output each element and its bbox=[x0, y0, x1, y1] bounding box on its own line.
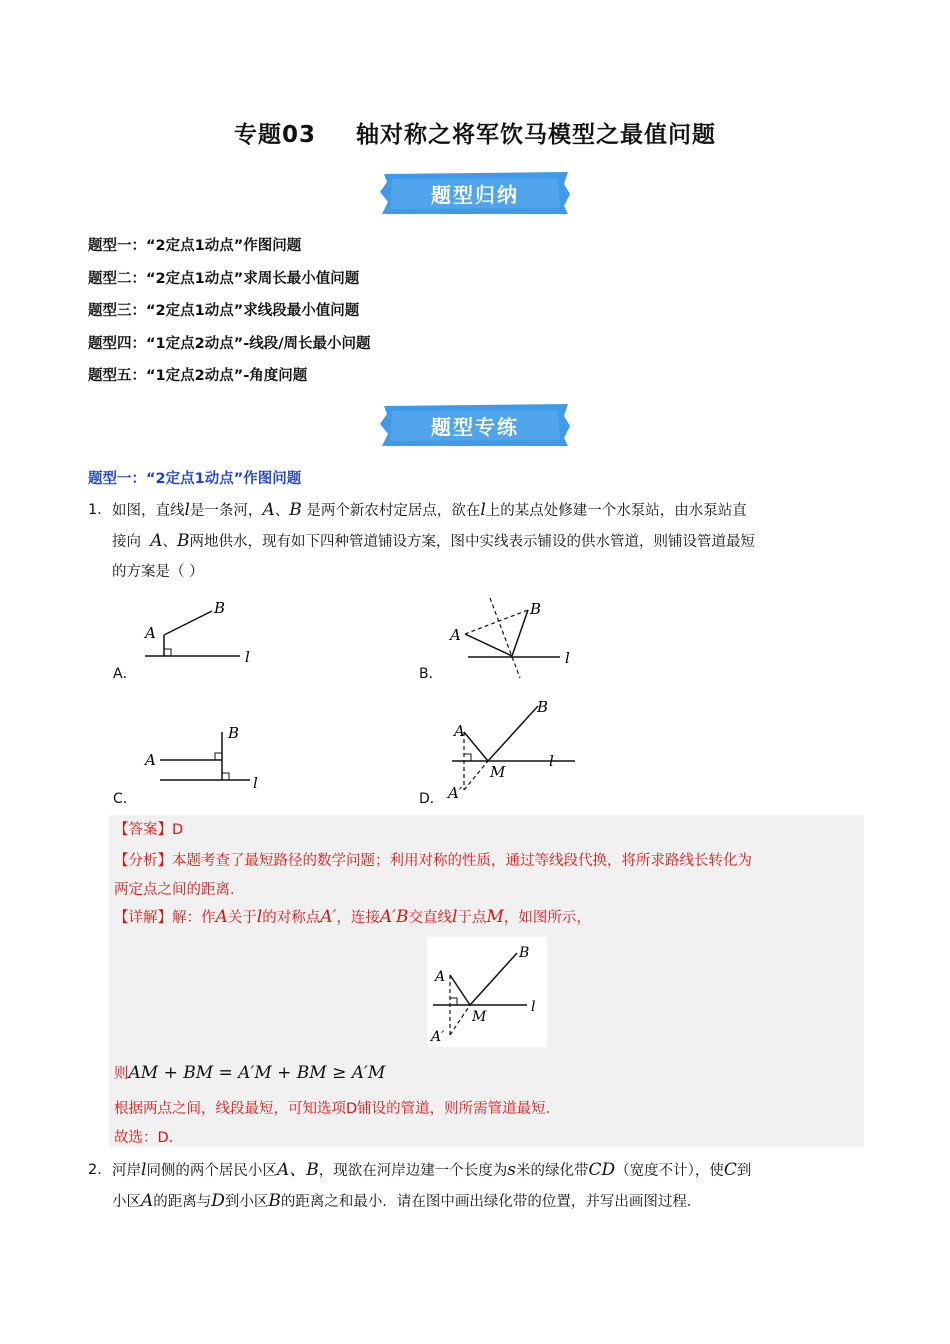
analysis-line-1: 【分析】本题考查了最短路径的数学问题；利用对称的性质，通过等线段代换，将所求路线长转化为 bbox=[114, 853, 752, 869]
answer-box bbox=[109, 815, 864, 1147]
formula-line: 则AM + BM = A′M + BM ≥ A′M bbox=[114, 1063, 386, 1083]
fig-a-label-b: B bbox=[214, 599, 226, 617]
figure-option-d bbox=[438, 694, 583, 804]
section-heading: 题型一：“2定点1动点”作图问题 bbox=[88, 471, 302, 487]
final-line: 故选：D． bbox=[114, 1130, 184, 1146]
ans-fig-label-a-prime: A′ bbox=[431, 1029, 445, 1045]
fig-c-label-a: A bbox=[145, 751, 156, 769]
fig-d-label-l: l bbox=[549, 752, 554, 770]
question-2-line-2: 小区A的距离与D到小区B的距离之和最小．请在图中画出绿化带的位置，并写出画图过程． bbox=[112, 1191, 702, 1211]
figure-option-c bbox=[140, 720, 270, 795]
analysis-line-2: 两定点之间的距离． bbox=[114, 882, 245, 898]
question-1-line-3: 的方案是（ ） bbox=[112, 564, 204, 580]
fig-a-label-a: A bbox=[145, 624, 156, 642]
figure-option-b bbox=[448, 592, 588, 680]
option-d-label: D． bbox=[419, 791, 444, 807]
fig-d-label-a: A bbox=[454, 722, 465, 740]
conclusion-line: 根据两点之间，线段最短，可知选项D铺设的管道，则所需管道最短． bbox=[114, 1101, 561, 1117]
fig-b-label-a: A bbox=[450, 626, 461, 644]
fig-d-label-m: M bbox=[490, 763, 506, 781]
question-1-number: 1． bbox=[88, 502, 112, 518]
summary-banner-label: 题型归纳 bbox=[431, 183, 519, 207]
type-item-2: 题型二：“2定点1动点”求周长最小值问题 bbox=[88, 271, 360, 287]
title-text: 轴对称之将军饮马模型之最值问题 bbox=[356, 122, 716, 148]
option-b-label: B． bbox=[419, 666, 443, 682]
practice-banner bbox=[378, 402, 572, 448]
ans-fig-label-b: B bbox=[519, 945, 530, 961]
answer-figure-frame bbox=[427, 937, 547, 1047]
option-a-label: A． bbox=[113, 666, 137, 682]
fig-c-label-l: l bbox=[253, 774, 258, 792]
type-item-5: 题型五：“1定点2动点”-角度问题 bbox=[88, 368, 308, 384]
type-item-1: 题型一：“2定点1动点”作图问题 bbox=[88, 238, 302, 254]
fig-d-label-a-prime: A′ bbox=[448, 784, 463, 802]
fig-a-label-l: l bbox=[245, 648, 250, 666]
ans-fig-label-l: l bbox=[531, 999, 536, 1015]
answer-line: 【答案】D bbox=[114, 822, 184, 838]
practice-banner-label: 题型专练 bbox=[431, 415, 519, 439]
fig-b-label-b: B bbox=[530, 600, 542, 618]
detail-line: 【详解】解：作A关于l的对称点A′，连接A′B交直线l于点M，如图所示， bbox=[114, 907, 591, 927]
answer-figure bbox=[427, 937, 547, 1047]
fig-c-label-b: B bbox=[228, 724, 240, 742]
ans-fig-label-a: A bbox=[435, 969, 446, 985]
question-1-line-1: 如图，直线l是一条河，A、B 是两个新农村定居点，欲在l上的某点处修建一个水泵站，由水泵站直 bbox=[112, 500, 747, 520]
figure-option-a bbox=[140, 596, 270, 666]
summary-banner bbox=[378, 170, 572, 216]
fig-b-label-l: l bbox=[565, 649, 570, 667]
question-2-number: 2． bbox=[88, 1162, 112, 1178]
question-1-line-2: 接向 A、B两地供水，现有如下四种管道铺设方案，图中实线表示铺设的供水管道，则铺设管道最短 bbox=[112, 531, 755, 551]
option-c-label: C． bbox=[113, 791, 137, 807]
question-2-line-1: 河岸l同侧的两个居民小区A、B，现欲在河岸边建一个长度为s米的绿化带CD（宽度不计），使C到 bbox=[112, 1160, 752, 1180]
type-item-4: 题型四：“1定点2动点”-线段/周长最小问题 bbox=[88, 336, 371, 352]
ans-fig-label-m: M bbox=[472, 1009, 487, 1025]
page-title bbox=[0, 116, 950, 149]
type-item-3: 题型三：“2定点1动点”求线段最小值问题 bbox=[88, 303, 360, 319]
title-number: 专题03 bbox=[233, 122, 316, 148]
fig-d-label-b: B bbox=[537, 698, 549, 716]
